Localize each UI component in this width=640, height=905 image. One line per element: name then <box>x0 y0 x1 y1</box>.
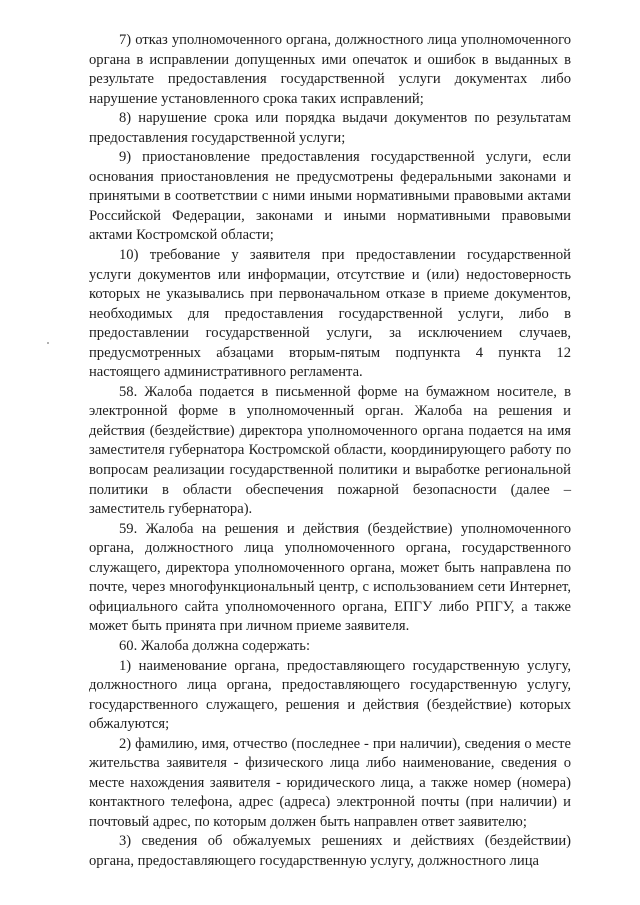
document-body <box>89 31 571 872</box>
paragraph-item-10: 10) требование у заявителя при предоставлении государственной услуги документов или информации, отсутствие и (или) недостоверность которых не указывались при первоначальном отказе в приеме документов, необходимых для предоставления государственной услуги, либо в предоставлении государственной услуги, за исключением случаев, предусмотренных абзацами вторым-пятым подпункта 4 пункта 12 настоящего административного регламента. <box>89 247 571 381</box>
margin-mark <box>47 342 49 344</box>
paragraph-60-item-3: 3) сведения об обжалуемых решениях и действиях (бездействии) органа, предоставляющего государственную услугу, должностного лица <box>89 833 571 869</box>
paragraph-item-7: 7) отказ уполномоченного органа, должностного лица уполномоченного органа в исправлении допущенных ими опечаток и ошибок в выданных в результате предоставления государственной услуги документах либо нарушение установленного срока таких исправлений; <box>89 32 571 107</box>
paragraph-60: 60. Жалоба должна содержать: <box>119 637 310 654</box>
paragraph-60-item-1: 1) наименование органа, предоставляющего государственную услугу, должностного лица органа, предоставляющего государственную услугу, государственного служащего, решения и действия (бездействие) которых обжалуются; <box>89 657 571 733</box>
paragraph-60-item-2: 2) фамилию, имя, отчество (последнее - при наличии), сведения о месте жительства заявителя - физического лица либо наименование, сведения о месте нахождения заявителя - юридического лица, а также номер (номера) контактного телефона, адрес (адреса) электронной почты (при наличии) и почтовый адрес, по которым должен быть направлен ответ заявителю; <box>89 735 571 830</box>
paragraph-item-8: 8) нарушение срока или порядка выдачи документов по результатам предоставления государственной услуги; <box>89 110 571 146</box>
paragraph-58: 58. Жалоба подается в письменной форме на бумажном носителе, в электронной форме в уполномоченный орган. Жалоба на решения и действия (бездействие) директора уполномоченного органа подается на имя заместителя губернатора Костромской области, координирующего работу по вопросам реализации государственной политики и выработке региональной политики в области обеспечения пожарной безопасности (далее – заместитель губернатора). <box>89 383 571 518</box>
paragraph-item-9: 9) приостановление предоставления государственной услуги, если основания приостановления не предусмотрены федеральными законами и принятыми в соответствии с ними иными нормативными правовыми актами Российской Федерации, законами и иными нормативными правовыми актами Костромской области; <box>89 149 571 244</box>
paragraph-59: 59. Жалоба на решения и действия (бездействие) уполномоченного органа, должностного лица уполномоченного органа, государственного служащего, директора уполномоченного органа, может быть направлена по почте, через многофункциональный центр, с использованием сети Интернет, официального сайта уполномоченного органа, ЕПГУ либо РПГУ, а также может быть принята при личном приеме заявителя. <box>89 520 571 635</box>
